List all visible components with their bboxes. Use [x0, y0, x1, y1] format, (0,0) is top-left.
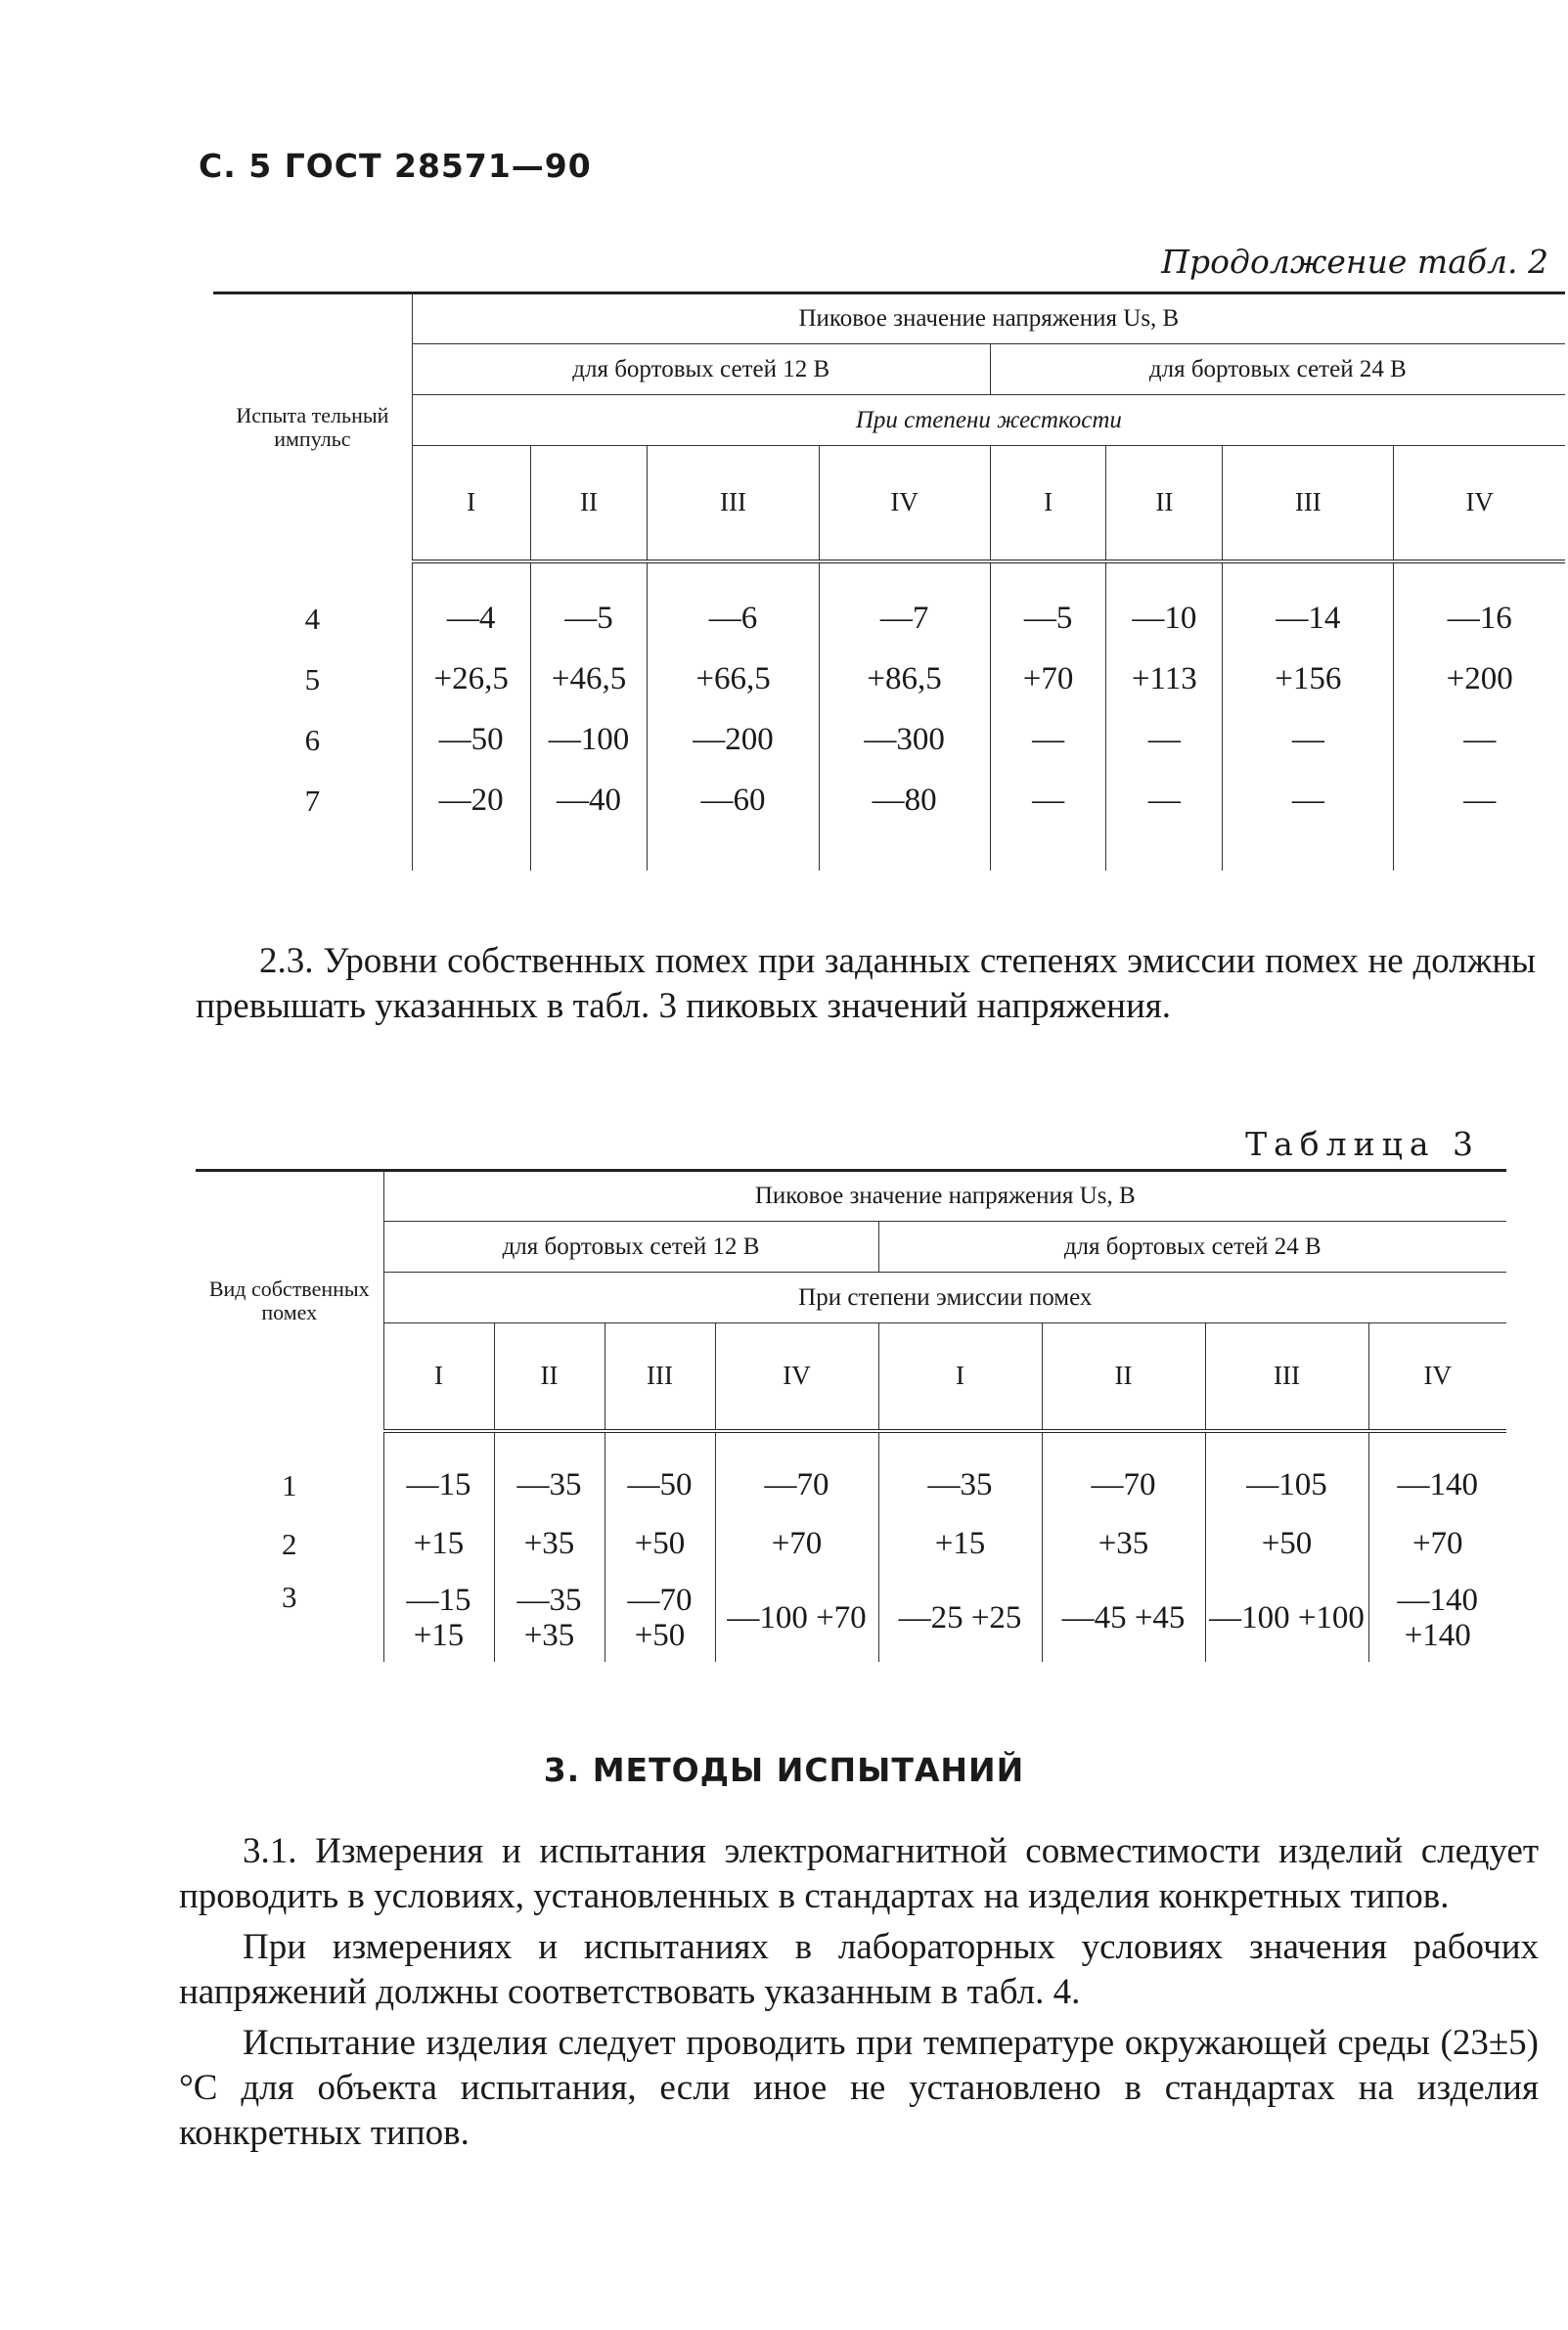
cell: —200 — [648, 710, 819, 771]
table2-level: III — [648, 446, 819, 561]
cell: —6 — [648, 589, 819, 650]
cell: —35 — [878, 1456, 1042, 1515]
row-label: 5 — [213, 650, 412, 710]
table-row — [196, 1456, 1506, 1515]
cell: +66,5 — [648, 650, 819, 710]
table2-caption: Продолжение табл. 2 — [1161, 243, 1548, 281]
cell: —50 — [412, 710, 530, 771]
table-row — [213, 771, 1565, 831]
cell: —45 +45 — [1042, 1574, 1205, 1662]
cell: —35 — [494, 1456, 605, 1515]
cell: —25 +25 — [878, 1574, 1042, 1662]
cell: +46,5 — [530, 650, 648, 710]
table2-level: II — [530, 446, 648, 561]
table3-net24-header: для бортовых сетей 24 В — [878, 1222, 1506, 1273]
cell: +26,5 — [412, 650, 530, 710]
cell: —105 — [1205, 1456, 1368, 1515]
table-2 — [213, 291, 1565, 871]
page-header: С. 5 ГОСТ 28571—90 — [199, 147, 592, 185]
table3-level: II — [494, 1323, 605, 1431]
cell: —100 +100 — [1205, 1574, 1368, 1662]
cell: +113 — [1106, 650, 1223, 710]
cell: —140 — [1368, 1456, 1506, 1515]
row-label: 1 — [196, 1456, 383, 1515]
table2-level: III — [1223, 446, 1394, 561]
cell: —14 — [1223, 589, 1394, 650]
section-3-body — [179, 1829, 1539, 2156]
cell: —100 +70 — [715, 1574, 878, 1662]
table-row — [196, 1515, 1506, 1574]
cell: — — [990, 710, 1106, 771]
table3-level: I — [383, 1323, 494, 1431]
cell: —4 — [412, 589, 530, 650]
cell: +86,5 — [819, 650, 990, 710]
table2-row-header: Испыта тельный импульс — [213, 293, 412, 561]
cell: —300 — [819, 710, 990, 771]
table3-level: III — [1205, 1323, 1368, 1431]
table3-level: I — [878, 1323, 1042, 1431]
table2-net24-header: для бортовых сетей 24 В — [990, 344, 1565, 395]
cell: —100 — [530, 710, 648, 771]
table2-level: I — [990, 446, 1106, 561]
cell: —60 — [648, 771, 819, 831]
table2-net12-header: для бортовых сетей 12 В — [412, 344, 990, 395]
table3-row-header: Вид собственных помех — [196, 1171, 383, 1431]
cell: +50 — [1205, 1515, 1368, 1574]
cell: —140 +140 — [1368, 1574, 1506, 1662]
cell: —35 +35 — [494, 1574, 605, 1662]
table2-subheader: При степени жесткости — [412, 395, 1565, 446]
cell: —70 — [1042, 1456, 1205, 1515]
cell: — — [990, 771, 1106, 831]
cell: —70 — [715, 1456, 878, 1515]
table2-level: II — [1106, 446, 1223, 561]
cell: —10 — [1106, 589, 1223, 650]
row-label: 3 — [196, 1574, 383, 1662]
cell: +50 — [605, 1515, 715, 1574]
cell: —7 — [819, 589, 990, 650]
cell: +35 — [494, 1515, 605, 1574]
row-label: 2 — [196, 1515, 383, 1574]
table2-group-header: Пиковое значение напряжения Us, В — [412, 293, 1565, 344]
table-3 — [196, 1169, 1506, 1662]
cell: —16 — [1394, 589, 1565, 650]
table-row — [196, 1574, 1506, 1662]
cell: +35 — [1042, 1515, 1205, 1574]
table3-level: IV — [715, 1323, 878, 1431]
cell: +70 — [715, 1515, 878, 1574]
paragraph-2-3 — [196, 939, 1536, 1029]
table3-level: III — [605, 1323, 715, 1431]
table2-level: IV — [1394, 446, 1565, 561]
table3-subheader: При степени эмиссии помех — [383, 1273, 1506, 1323]
row-label: 7 — [213, 771, 412, 831]
cell: — — [1394, 771, 1565, 831]
cell: — — [1106, 710, 1223, 771]
table-row — [213, 650, 1565, 710]
cell: —5 — [990, 589, 1106, 650]
cell: —70 +50 — [605, 1574, 715, 1662]
cell: —80 — [819, 771, 990, 831]
cell: —5 — [530, 589, 648, 650]
table3-level: IV — [1368, 1323, 1506, 1431]
table3-net12-header: для бортовых сетей 12 В — [383, 1222, 878, 1273]
paragraph-3-1-b: При измерениях и испытаниях в лабораторных условиях значения рабочих напряжений должны соответствовать указанным в табл. 4. — [179, 1927, 1539, 2012]
table2-level: IV — [819, 446, 990, 561]
cell: +15 — [878, 1515, 1042, 1574]
row-label: 4 — [213, 589, 412, 650]
row-label: 6 — [213, 710, 412, 771]
cell: —15 +15 — [383, 1574, 494, 1662]
section-3-title: 3. МЕТОДЫ ИСПЫТАНИЙ — [543, 1751, 1025, 1789]
paragraph-2-3-text: 2.3. Уровни собственных помех при заданных степенях эмиссии помех не должны превышать указанных в табл. 3 пиковых значений напряжения. — [196, 941, 1536, 1026]
table3-group-header: Пиковое значение напряжения Us, В — [383, 1171, 1506, 1222]
paragraph-3-1: 3.1. Измерения и испытания электромагнитной совместимости изделий следует проводить в условиях, установленных в стандартах на изделия конкретных типов. — [179, 1831, 1539, 1916]
cell: +15 — [383, 1515, 494, 1574]
cell: — — [1394, 710, 1565, 771]
table-row — [213, 710, 1565, 771]
cell: —40 — [530, 771, 648, 831]
cell: —15 — [383, 1456, 494, 1515]
table2-level: I — [412, 446, 530, 561]
cell: —20 — [412, 771, 530, 831]
cell: — — [1223, 771, 1394, 831]
cell: +200 — [1394, 650, 1565, 710]
paragraph-3-1-c: Испытание изделия следует проводить при температуре окружающей среды (23±5)°C для объекта испытания, если иное не установлено в стандартах на изделия конкретных типов. — [179, 2023, 1539, 2153]
cell: —50 — [605, 1456, 715, 1515]
cell: — — [1223, 710, 1394, 771]
cell: +70 — [1368, 1515, 1506, 1574]
cell: +156 — [1223, 650, 1394, 710]
table3-level: II — [1042, 1323, 1205, 1431]
cell: — — [1106, 771, 1223, 831]
cell: +70 — [990, 650, 1106, 710]
table3-caption: Таблица 3 — [1245, 1125, 1480, 1163]
table-row — [213, 589, 1565, 650]
